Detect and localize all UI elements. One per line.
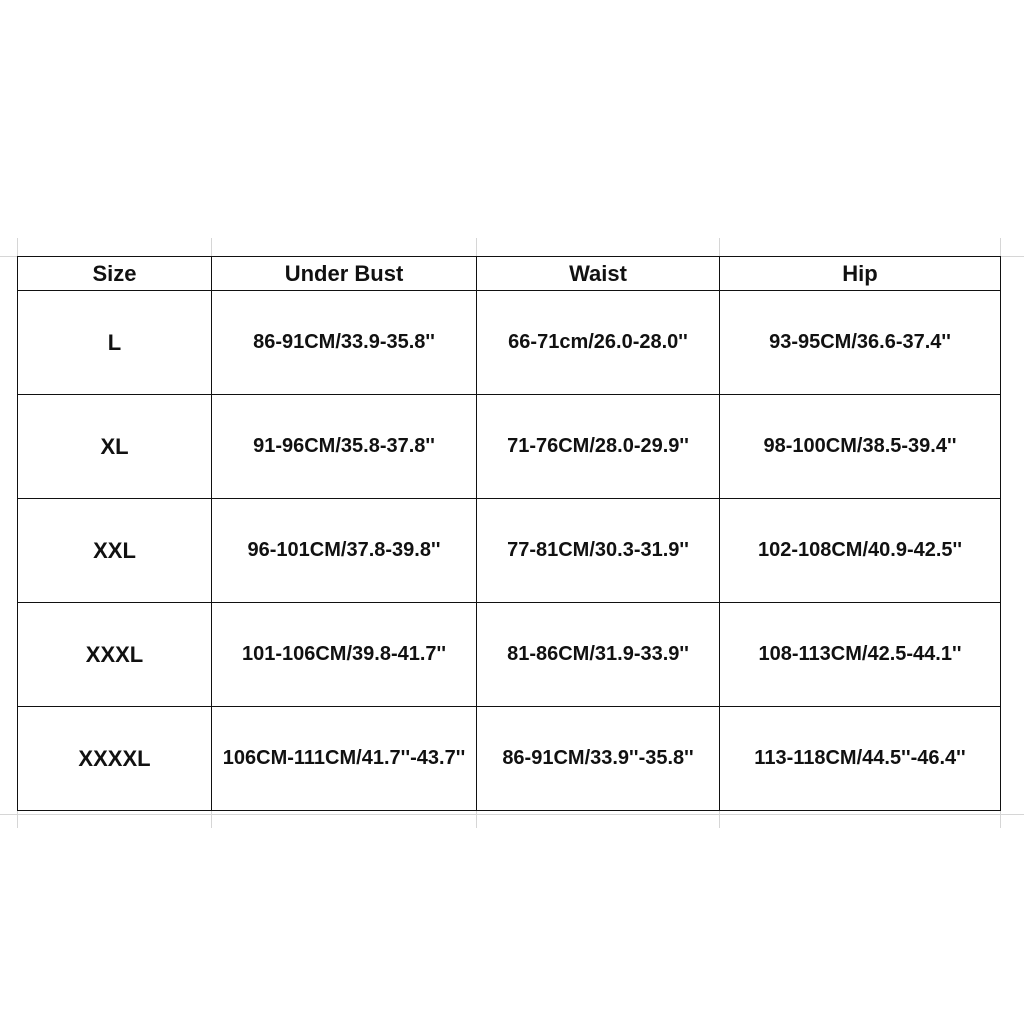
under-bust-cell: 101-106CM/39.8-41.7'' [212,603,477,707]
under-bust-cell: 106CM-111CM/41.7''-43.7'' [212,707,477,811]
size-cell: XL [18,395,212,499]
hip-cell: 98-100CM/38.5-39.4'' [720,395,1001,499]
hip-cell: 102-108CM/40.9-42.5'' [720,499,1001,603]
under-bust-cell: 86-91CM/33.9-35.8'' [212,291,477,395]
gridline [0,814,1024,815]
table-row [18,395,1001,499]
size-cell: XXXL [18,603,212,707]
header-waist: Waist [477,257,720,291]
header-row [18,257,1001,291]
hip-cell: 93-95CM/36.6-37.4'' [720,291,1001,395]
table-row [18,603,1001,707]
under-bust-cell: 91-96CM/35.8-37.8'' [212,395,477,499]
table-row [18,291,1001,395]
table-row [18,707,1001,811]
header-under-bust: Under Bust [212,257,477,291]
header-size: Size [18,257,212,291]
waist-cell: 66-71cm/26.0-28.0'' [477,291,720,395]
size-cell: L [18,291,212,395]
waist-cell: 81-86CM/31.9-33.9'' [477,603,720,707]
size-cell: XXL [18,499,212,603]
waist-cell: 77-81CM/30.3-31.9'' [477,499,720,603]
waist-cell: 71-76CM/28.0-29.9'' [477,395,720,499]
header-hip: Hip [720,257,1001,291]
table-row [18,499,1001,603]
size-cell: XXXXL [18,707,212,811]
hip-cell: 108-113CM/42.5-44.1'' [720,603,1001,707]
waist-cell: 86-91CM/33.9''-35.8'' [477,707,720,811]
size-chart-table [17,256,1001,811]
under-bust-cell: 96-101CM/37.8-39.8'' [212,499,477,603]
hip-cell: 113-118CM/44.5''-46.4'' [720,707,1001,811]
